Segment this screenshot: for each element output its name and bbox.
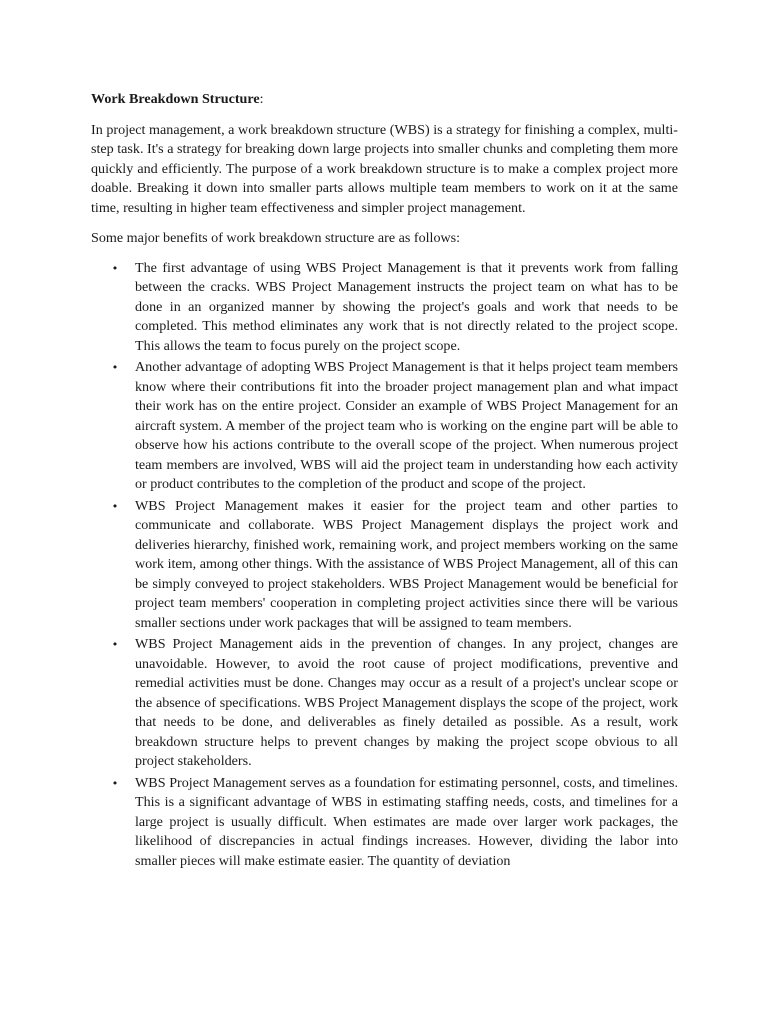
list-item-text: WBS Project Management serves as a foundation for estimating personnel, costs, and timelines. This is a significant advantage of WBS in estimating staffing needs, costs, and timelines for a large project is usually difficult. When estimates are made over larger work packages, the likelihood of discrepancies in actual findings increases. However, dividing the labor into smaller pieces will make estimate easier. The quantity of deviation [135, 774, 678, 869]
list-item [91, 259, 678, 357]
section-heading-title: Work Breakdown Structure [91, 91, 260, 107]
list-item [91, 774, 678, 872]
list-item-text: The first advantage of using WBS Project Management is that it prevents work from falling between the cracks. WBS Project Management instructs the project team on what has to be done in an organized manner by showing the project's goals and work that needs to be completed. This method eliminates any work that is not directly related to the project scope. This allows the team to focus purely on the project scope. [135, 259, 678, 354]
intro-paragraph: In project management, a work breakdown structure (WBS) is a strategy for finishing a complex, multi-step task. It's a strategy for breaking down large projects into smaller chunks and completing them more quickly and efficiently. The purpose of a work breakdown structure is to make a complex project more doable. Breaking it down into smaller parts allows multiple team members to work on it at the same time, resulting in higher team effectiveness and simpler project management. [91, 121, 678, 216]
bullet-icon: • [111, 499, 119, 513]
bullet-icon: • [111, 361, 119, 374]
list-item [91, 358, 678, 495]
document-body [91, 90, 678, 873]
benefits-list [91, 259, 678, 872]
list-item-text: Another advantage of adopting WBS Project Management is that it helps project team members know where their contributions fit into the broader project management plan and what impact their work has on the entire project. Consider an example of WBS Project Management for an aircraft system. A member of the project team who is working on the engine part will be able to observe how his actions contribute to the overall scope of the project. When numerous project team members are involved, WBS will aid the project team in understanding how each activity or product contributes to the completion of the product and scope of the project. [135, 359, 678, 492]
list-item-text: WBS Project Management makes it easier for the project team and other parties to communicate and collaborate. WBS Project Management displays the project work and deliveries hierarchy, finished work, remaining work, and project members working on the same work item, among other things. With the assistance of WBS Project Management, all of this can be simply conveyed to project stakeholders. WBS Project Management would be beneficial for project team members' cooperation in completing project activities since there will be various smaller sections under work packages that will be assigned to team members. [135, 497, 678, 631]
section-heading-colon: : [259, 91, 264, 107]
list-item [91, 497, 678, 634]
list-item [91, 635, 678, 772]
bullet-icon: • [111, 776, 119, 790]
bullet-icon: • [111, 638, 119, 651]
list-item-text: WBS Project Management aids in the prevention of changes. In any project, changes are unavoidable. However, to avoid the root cause of project modifications, preventive and remedial activities must be done. Changes may occur as a result of a project's unclear scope or the absence of specifications. WBS Project Management displays the scope of the project, work that needs to be done, and deliverables as finely detailed as possible. As a result, work breakdown structure helps to prevent changes by making the project scope obvious to all project stakeholders. [135, 636, 678, 769]
bullet-icon: • [111, 261, 119, 275]
section-heading [91, 90, 678, 110]
benefits-intro: Some major benefits of work breakdown structure are as follows: [91, 230, 461, 246]
